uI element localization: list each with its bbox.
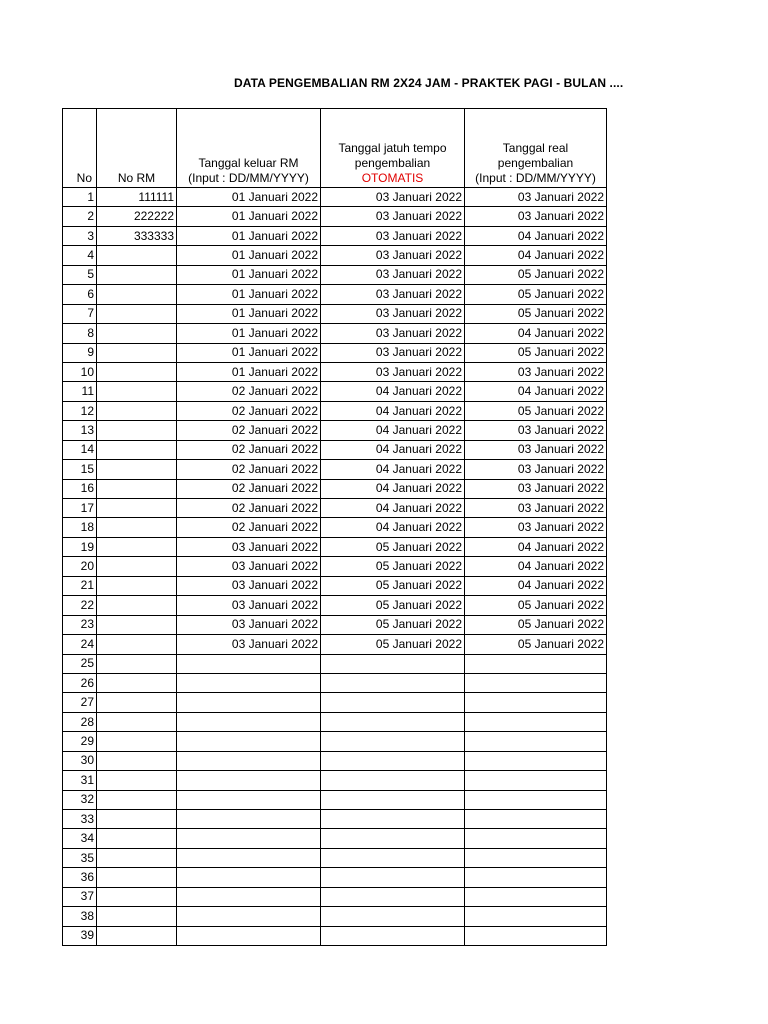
cell-tanggal-jatuh-tempo[interactable]: 05 Januari 2022: [321, 615, 465, 634]
cell-no[interactable]: 29: [63, 732, 97, 751]
cell-tanggal-keluar[interactable]: [177, 693, 321, 712]
cell-tanggal-real[interactable]: 03 Januari 2022: [465, 518, 607, 537]
cell-tanggal-real[interactable]: [465, 887, 607, 906]
table-row: [63, 460, 607, 479]
cell-tanggal-real[interactable]: 03 Januari 2022: [465, 499, 607, 518]
header-tanggal-jatuh-line1: Tanggal jatuh tempo: [338, 141, 447, 155]
cell-tanggal-jatuh-tempo[interactable]: 03 Januari 2022: [321, 362, 465, 381]
cell-tanggal-keluar[interactable]: 02 Januari 2022: [177, 499, 321, 518]
cell-no[interactable]: 39: [63, 926, 97, 945]
cell-tanggal-keluar[interactable]: 01 Januari 2022: [177, 188, 321, 207]
cell-tanggal-real[interactable]: [465, 926, 607, 945]
table-row: [63, 810, 607, 829]
cell-tanggal-real[interactable]: 03 Januari 2022: [465, 460, 607, 479]
cell-no[interactable]: 6: [63, 285, 97, 304]
cell-tanggal-jatuh-tempo[interactable]: 05 Januari 2022: [321, 537, 465, 556]
cell-no-rm[interactable]: [97, 926, 177, 945]
table-row: [63, 712, 607, 731]
cell-tanggal-real[interactable]: 05 Januari 2022: [465, 401, 607, 420]
cell-no-rm[interactable]: [97, 654, 177, 673]
cell-tanggal-keluar[interactable]: [177, 673, 321, 692]
table-row: [63, 829, 607, 848]
table-row: [63, 304, 607, 323]
table-row: [63, 246, 607, 265]
cell-tanggal-jatuh-tempo[interactable]: [321, 732, 465, 751]
cell-no[interactable]: 27: [63, 693, 97, 712]
cell-no-rm[interactable]: [97, 771, 177, 790]
cell-tanggal-real[interactable]: 04 Januari 2022: [465, 226, 607, 245]
cell-tanggal-jatuh-tempo[interactable]: [321, 848, 465, 867]
cell-tanggal-real[interactable]: 04 Januari 2022: [465, 537, 607, 556]
cell-tanggal-jatuh-tempo[interactable]: 04 Januari 2022: [321, 518, 465, 537]
cell-tanggal-jatuh-tempo[interactable]: [321, 654, 465, 673]
cell-tanggal-keluar[interactable]: 03 Januari 2022: [177, 615, 321, 634]
cell-no[interactable]: 14: [63, 440, 97, 459]
header-tanggal-keluar-line1: Tanggal keluar RM: [198, 156, 299, 170]
table-row: [63, 732, 607, 751]
cell-no-rm[interactable]: [97, 751, 177, 770]
cell-no[interactable]: 18: [63, 518, 97, 537]
table-row: [63, 343, 607, 362]
cell-no-rm[interactable]: [97, 615, 177, 634]
cell-no-rm[interactable]: [97, 401, 177, 420]
cell-no[interactable]: 11: [63, 382, 97, 401]
table-row: [63, 673, 607, 692]
cell-tanggal-real[interactable]: [465, 712, 607, 731]
cell-tanggal-keluar[interactable]: 01 Januari 2022: [177, 265, 321, 284]
cell-no[interactable]: 5: [63, 265, 97, 284]
cell-no-rm[interactable]: [97, 499, 177, 518]
cell-no-rm[interactable]: [97, 246, 177, 265]
cell-tanggal-real[interactable]: 05 Januari 2022: [465, 265, 607, 284]
header-tanggal-keluar-line2: (Input : DD/MM/YYYY): [188, 171, 309, 185]
cell-no[interactable]: 38: [63, 907, 97, 926]
cell-tanggal-keluar[interactable]: 02 Januari 2022: [177, 460, 321, 479]
table-row: [63, 265, 607, 284]
cell-no[interactable]: 34: [63, 829, 97, 848]
cell-no[interactable]: 30: [63, 751, 97, 770]
cell-tanggal-keluar[interactable]: [177, 771, 321, 790]
cell-tanggal-jatuh-tempo[interactable]: 04 Januari 2022: [321, 421, 465, 440]
table-row: [63, 596, 607, 615]
cell-tanggal-real[interactable]: 05 Januari 2022: [465, 635, 607, 654]
cell-no-rm[interactable]: [97, 790, 177, 809]
cell-tanggal-keluar[interactable]: 03 Januari 2022: [177, 576, 321, 595]
cell-no-rm[interactable]: [97, 829, 177, 848]
cell-tanggal-real[interactable]: [465, 654, 607, 673]
table-row: [63, 285, 607, 304]
cell-tanggal-keluar[interactable]: 02 Januari 2022: [177, 518, 321, 537]
cell-no[interactable]: 21: [63, 576, 97, 595]
cell-tanggal-keluar[interactable]: 01 Januari 2022: [177, 285, 321, 304]
cell-no-rm[interactable]: [97, 382, 177, 401]
cell-no[interactable]: 25: [63, 654, 97, 673]
cell-tanggal-jatuh-tempo[interactable]: 03 Januari 2022: [321, 246, 465, 265]
cell-tanggal-jatuh-tempo[interactable]: 03 Januari 2022: [321, 207, 465, 226]
cell-tanggal-real[interactable]: 04 Januari 2022: [465, 246, 607, 265]
cell-tanggal-real[interactable]: 05 Januari 2022: [465, 304, 607, 323]
cell-tanggal-jatuh-tempo[interactable]: [321, 810, 465, 829]
table-row: [63, 499, 607, 518]
cell-tanggal-keluar[interactable]: [177, 654, 321, 673]
table-row: [63, 382, 607, 401]
cell-tanggal-keluar[interactable]: 01 Januari 2022: [177, 246, 321, 265]
header-tanggal-jatuh-line2: pengembalian: [354, 156, 431, 170]
cell-tanggal-jatuh-tempo[interactable]: [321, 751, 465, 770]
page-title: DATA PENGEMBALIAN RM 2X24 JAM - PRAKTEK PAGI - BULAN ....: [234, 76, 624, 90]
cell-no[interactable]: 31: [63, 771, 97, 790]
header-tanggal-real-line2: pengembalian: [497, 156, 574, 170]
cell-tanggal-jatuh-tempo[interactable]: [321, 829, 465, 848]
header-row: [63, 109, 607, 188]
cell-no-rm[interactable]: [97, 537, 177, 556]
table-row: [63, 226, 607, 245]
cell-tanggal-keluar[interactable]: 01 Januari 2022: [177, 343, 321, 362]
cell-no-rm[interactable]: [97, 576, 177, 595]
cell-no-rm[interactable]: [97, 693, 177, 712]
cell-no-rm[interactable]: [97, 421, 177, 440]
cell-no[interactable]: 15: [63, 460, 97, 479]
cell-tanggal-jatuh-tempo[interactable]: 04 Januari 2022: [321, 479, 465, 498]
cell-tanggal-keluar[interactable]: [177, 732, 321, 751]
cell-tanggal-keluar[interactable]: [177, 751, 321, 770]
cell-no[interactable]: 2: [63, 207, 97, 226]
cell-no-rm[interactable]: [97, 907, 177, 926]
cell-no-rm[interactable]: [97, 518, 177, 537]
cell-tanggal-real[interactable]: 04 Januari 2022: [465, 576, 607, 595]
cell-no[interactable]: 7: [63, 304, 97, 323]
table-row: [63, 654, 607, 673]
cell-tanggal-jatuh-tempo[interactable]: 03 Januari 2022: [321, 188, 465, 207]
cell-tanggal-real[interactable]: 05 Januari 2022: [465, 615, 607, 634]
header-otomatis-label: OTOMATIS: [361, 171, 424, 185]
cell-tanggal-jatuh-tempo[interactable]: [321, 868, 465, 887]
table-body: [63, 188, 607, 946]
table-row: [63, 324, 607, 343]
cell-tanggal-jatuh-tempo[interactable]: [321, 926, 465, 945]
cell-tanggal-real[interactable]: 05 Januari 2022: [465, 343, 607, 362]
cell-tanggal-jatuh-tempo[interactable]: 04 Januari 2022: [321, 401, 465, 420]
cell-no-rm[interactable]: [97, 343, 177, 362]
cell-tanggal-keluar[interactable]: [177, 868, 321, 887]
cell-no[interactable]: 32: [63, 790, 97, 809]
cell-no-rm[interactable]: [97, 440, 177, 459]
cell-tanggal-keluar[interactable]: 03 Januari 2022: [177, 557, 321, 576]
cell-no[interactable]: 36: [63, 868, 97, 887]
cell-no-rm[interactable]: 222222: [97, 207, 177, 226]
header-tanggal-keluar[interactable]: [177, 109, 321, 188]
table-row: [63, 635, 607, 654]
cell-no-rm[interactable]: [97, 362, 177, 381]
cell-tanggal-jatuh-tempo[interactable]: [321, 790, 465, 809]
cell-tanggal-jatuh-tempo[interactable]: [321, 673, 465, 692]
cell-no[interactable]: 35: [63, 848, 97, 867]
cell-tanggal-jatuh-tempo[interactable]: [321, 887, 465, 906]
cell-no[interactable]: 23: [63, 615, 97, 634]
cell-tanggal-keluar[interactable]: [177, 829, 321, 848]
table-row: [63, 421, 607, 440]
cell-tanggal-jatuh-tempo[interactable]: [321, 712, 465, 731]
cell-tanggal-keluar[interactable]: 01 Januari 2022: [177, 207, 321, 226]
table-row: [63, 518, 607, 537]
cell-no-rm[interactable]: [97, 712, 177, 731]
header-no-label: No: [76, 171, 92, 185]
cell-tanggal-keluar[interactable]: 03 Januari 2022: [177, 596, 321, 615]
header-no-rm[interactable]: [97, 109, 177, 188]
cell-no-rm[interactable]: [97, 732, 177, 751]
cell-tanggal-real[interactable]: [465, 790, 607, 809]
cell-no[interactable]: 8: [63, 324, 97, 343]
cell-no[interactable]: 26: [63, 673, 97, 692]
cell-tanggal-keluar[interactable]: 02 Januari 2022: [177, 421, 321, 440]
cell-no-rm[interactable]: [97, 887, 177, 906]
header-tanggal-real[interactable]: [465, 109, 607, 188]
cell-tanggal-jatuh-tempo[interactable]: 04 Januari 2022: [321, 440, 465, 459]
cell-tanggal-real[interactable]: [465, 810, 607, 829]
header-tanggal-real-line3: (Input : DD/MM/YYYY): [475, 171, 596, 185]
table-row: [63, 848, 607, 867]
table-row: [63, 401, 607, 420]
table-row: [63, 907, 607, 926]
table-row: [63, 751, 607, 770]
cell-no[interactable]: 37: [63, 887, 97, 906]
cell-tanggal-jatuh-tempo[interactable]: 03 Januari 2022: [321, 285, 465, 304]
table-row: [63, 440, 607, 459]
cell-tanggal-keluar[interactable]: 02 Januari 2022: [177, 479, 321, 498]
cell-tanggal-jatuh-tempo[interactable]: [321, 693, 465, 712]
cell-tanggal-jatuh-tempo[interactable]: 03 Januari 2022: [321, 343, 465, 362]
cell-no[interactable]: 28: [63, 712, 97, 731]
cell-tanggal-jatuh-tempo[interactable]: 04 Januari 2022: [321, 460, 465, 479]
cell-tanggal-jatuh-tempo[interactable]: 05 Januari 2022: [321, 557, 465, 576]
header-no-rm-label: No RM: [117, 171, 156, 185]
cell-tanggal-keluar[interactable]: [177, 712, 321, 731]
cell-tanggal-jatuh-tempo[interactable]: 05 Januari 2022: [321, 576, 465, 595]
cell-no-rm[interactable]: 333333: [97, 226, 177, 245]
cell-tanggal-keluar[interactable]: [177, 887, 321, 906]
cell-tanggal-real[interactable]: [465, 771, 607, 790]
table-row: [63, 537, 607, 556]
cell-tanggal-real[interactable]: [465, 693, 607, 712]
cell-no[interactable]: 20: [63, 557, 97, 576]
cell-tanggal-keluar[interactable]: [177, 926, 321, 945]
cell-no-rm[interactable]: 111111: [97, 188, 177, 207]
cell-tanggal-real[interactable]: [465, 868, 607, 887]
cell-tanggal-keluar[interactable]: 01 Januari 2022: [177, 362, 321, 381]
header-tanggal-real-line1: Tanggal real: [502, 141, 569, 155]
cell-no[interactable]: 9: [63, 343, 97, 362]
table-row: [63, 576, 607, 595]
table-row: [63, 188, 607, 207]
cell-tanggal-real[interactable]: 03 Januari 2022: [465, 479, 607, 498]
cell-no-rm[interactable]: [97, 557, 177, 576]
cell-tanggal-real[interactable]: [465, 829, 607, 848]
cell-tanggal-real[interactable]: 03 Januari 2022: [465, 188, 607, 207]
cell-tanggal-keluar[interactable]: [177, 848, 321, 867]
cell-tanggal-jatuh-tempo[interactable]: 05 Januari 2022: [321, 596, 465, 615]
cell-tanggal-real[interactable]: 04 Januari 2022: [465, 382, 607, 401]
table-row: [63, 887, 607, 906]
table-row: [63, 557, 607, 576]
cell-no[interactable]: 33: [63, 810, 97, 829]
cell-no[interactable]: 17: [63, 499, 97, 518]
cell-tanggal-keluar[interactable]: 03 Januari 2022: [177, 537, 321, 556]
cell-tanggal-keluar[interactable]: [177, 907, 321, 926]
cell-no-rm[interactable]: [97, 848, 177, 867]
cell-no[interactable]: 1: [63, 188, 97, 207]
cell-tanggal-real[interactable]: 03 Januari 2022: [465, 421, 607, 440]
cell-tanggal-real[interactable]: 03 Januari 2022: [465, 362, 607, 381]
cell-no[interactable]: 16: [63, 479, 97, 498]
cell-no[interactable]: 3: [63, 226, 97, 245]
cell-no-rm[interactable]: [97, 635, 177, 654]
cell-tanggal-real[interactable]: 05 Januari 2022: [465, 596, 607, 615]
table-row: [63, 479, 607, 498]
table-row: [63, 207, 607, 226]
cell-tanggal-jatuh-tempo[interactable]: 03 Januari 2022: [321, 324, 465, 343]
cell-tanggal-jatuh-tempo[interactable]: [321, 771, 465, 790]
cell-tanggal-real[interactable]: [465, 848, 607, 867]
header-no[interactable]: [63, 109, 97, 188]
cell-tanggal-keluar[interactable]: [177, 810, 321, 829]
cell-no-rm[interactable]: [97, 673, 177, 692]
cell-no[interactable]: 10: [63, 362, 97, 381]
cell-tanggal-keluar[interactable]: 01 Januari 2022: [177, 226, 321, 245]
cell-no-rm[interactable]: [97, 596, 177, 615]
cell-tanggal-jatuh-tempo[interactable]: [321, 907, 465, 926]
cell-tanggal-keluar[interactable]: 01 Januari 2022: [177, 324, 321, 343]
cell-no-rm[interactable]: [97, 285, 177, 304]
cell-no[interactable]: 24: [63, 635, 97, 654]
return-data-table: [62, 108, 607, 946]
cell-tanggal-keluar[interactable]: 03 Januari 2022: [177, 635, 321, 654]
table-row: [63, 790, 607, 809]
cell-tanggal-real[interactable]: [465, 732, 607, 751]
cell-no-rm[interactable]: [97, 810, 177, 829]
table-row: [63, 926, 607, 945]
cell-tanggal-jatuh-tempo[interactable]: 04 Januari 2022: [321, 499, 465, 518]
cell-tanggal-jatuh-tempo[interactable]: 03 Januari 2022: [321, 265, 465, 284]
cell-tanggal-real[interactable]: 04 Januari 2022: [465, 557, 607, 576]
cell-no-rm[interactable]: [97, 868, 177, 887]
cell-tanggal-real[interactable]: 05 Januari 2022: [465, 285, 607, 304]
table-row: [63, 362, 607, 381]
cell-no-rm[interactable]: [97, 460, 177, 479]
table-row: [63, 693, 607, 712]
cell-no[interactable]: 22: [63, 596, 97, 615]
table-row: [63, 771, 607, 790]
cell-no[interactable]: 4: [63, 246, 97, 265]
cell-no[interactable]: 19: [63, 537, 97, 556]
cell-no-rm[interactable]: [97, 324, 177, 343]
table-row: [63, 868, 607, 887]
cell-tanggal-jatuh-tempo[interactable]: 03 Januari 2022: [321, 304, 465, 323]
cell-tanggal-jatuh-tempo[interactable]: 05 Januari 2022: [321, 635, 465, 654]
header-tanggal-jatuh-tempo[interactable]: [321, 109, 465, 188]
cell-tanggal-jatuh-tempo[interactable]: 03 Januari 2022: [321, 226, 465, 245]
cell-tanggal-real[interactable]: 03 Januari 2022: [465, 207, 607, 226]
cell-tanggal-real[interactable]: 03 Januari 2022: [465, 440, 607, 459]
cell-tanggal-real[interactable]: [465, 751, 607, 770]
cell-tanggal-keluar[interactable]: [177, 790, 321, 809]
cell-tanggal-keluar[interactable]: 02 Januari 2022: [177, 440, 321, 459]
table-row: [63, 615, 607, 634]
cell-tanggal-real[interactable]: 04 Januari 2022: [465, 324, 607, 343]
cell-no-rm[interactable]: [97, 479, 177, 498]
cell-tanggal-keluar[interactable]: 01 Januari 2022: [177, 304, 321, 323]
cell-no[interactable]: 12: [63, 401, 97, 420]
cell-no-rm[interactable]: [97, 304, 177, 323]
cell-tanggal-real[interactable]: [465, 907, 607, 926]
cell-tanggal-jatuh-tempo[interactable]: 04 Januari 2022: [321, 382, 465, 401]
cell-tanggal-real[interactable]: [465, 673, 607, 692]
cell-tanggal-keluar[interactable]: 02 Januari 2022: [177, 401, 321, 420]
cell-tanggal-keluar[interactable]: 02 Januari 2022: [177, 382, 321, 401]
cell-no[interactable]: 13: [63, 421, 97, 440]
cell-no-rm[interactable]: [97, 265, 177, 284]
